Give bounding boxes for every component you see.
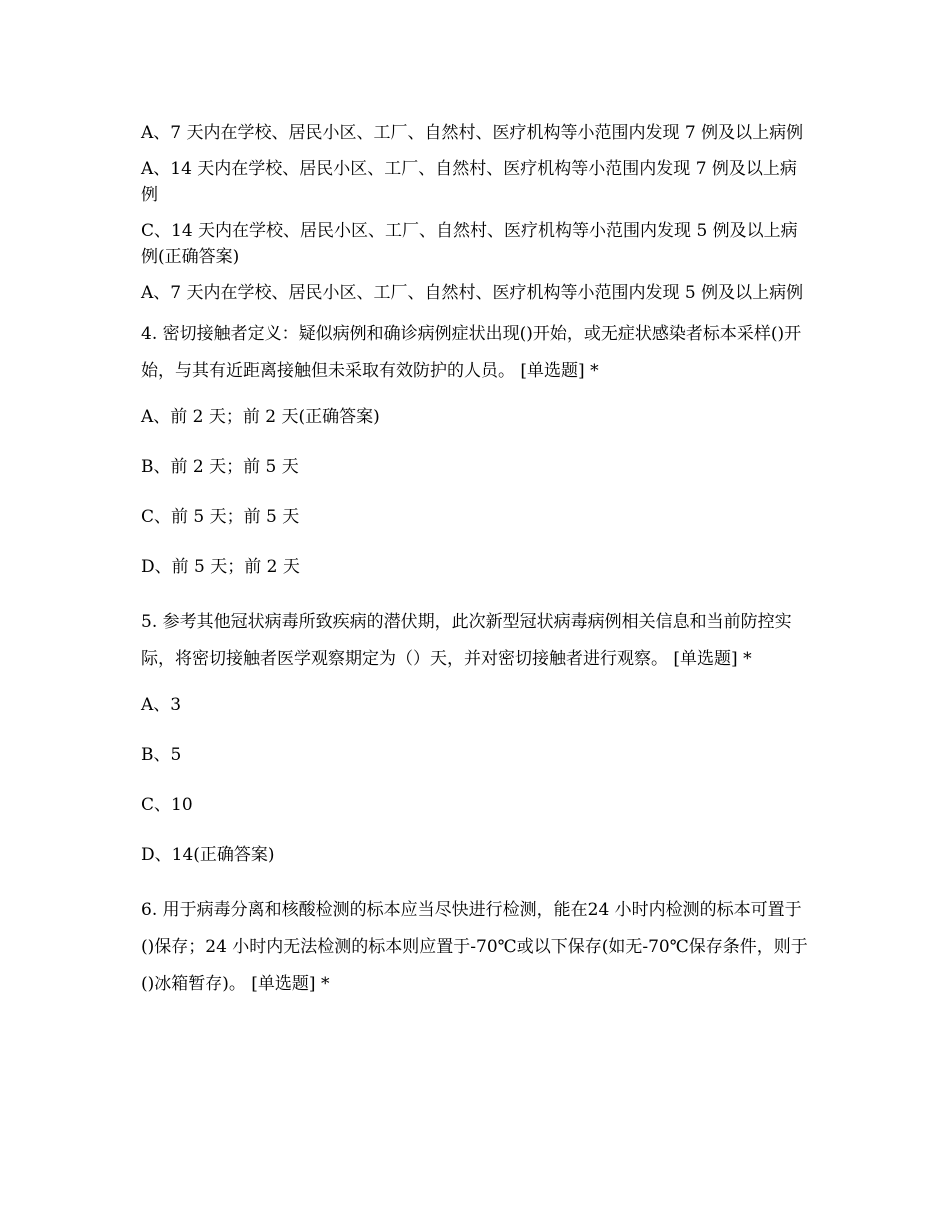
question-6: 6. 用于病毒分离和核酸检测的标本应当尽快进行检测，能在24 小时内检测的标本可置于()保存；24 小时内无法检测的标本则应置于-70℃或以下保存(如无-70℃保存条件，则于()冰箱暂存)。 [单选题] * [141, 900, 808, 994]
prev-option-a2: A、14 天内在学校、居民小区、工厂、自然村、医疗机构等小范围内发现 7 例及以上病例 [141, 159, 797, 205]
q5-option-a: A、3 [141, 695, 182, 715]
q5-option-b: B、5 [141, 745, 182, 765]
question-5: 5. 参考其他冠状病毒所致疾病的潜伏期，此次新型冠状病毒病例相关信息和当前防控实际，将密切接触者医学观察期定为（）天，并对密切接触者进行观察。 [单选题] * [141, 612, 792, 669]
q4-option-c: C、前 5 天；前 5 天 [141, 507, 300, 527]
document-content [141, 120, 811, 1017]
question-4: 4. 密切接触者定义：疑似病例和确诊病例症状出现()开始，或无症状感染者标本采样()开始，与其有近距离接触但未采取有效防护的人员。 [单选题] * [141, 324, 802, 381]
q4-option-a: A、前 2 天；前 2 天(正确答案) [141, 407, 380, 427]
prev-option-a1: A、7 天内在学校、居民小区、工厂、自然村、医疗机构等小范围内发现 7 例及以上病例 [141, 123, 804, 143]
prev-option-a3: A、7 天内在学校、居民小区、工厂、自然村、医疗机构等小范围内发现 5 例及以上病例 [141, 283, 804, 303]
prev-option-c: C、14 天内在学校、居民小区、工厂、自然村、医疗机构等小范围内发现 5 例及以上病例(正确答案) [141, 221, 798, 267]
q5-option-d: D、14(正确答案) [141, 845, 275, 865]
q4-option-b: B、前 2 天；前 5 天 [141, 457, 299, 477]
q4-option-d: D、前 5 天；前 2 天 [141, 557, 300, 577]
q5-option-c: C、10 [141, 795, 193, 815]
